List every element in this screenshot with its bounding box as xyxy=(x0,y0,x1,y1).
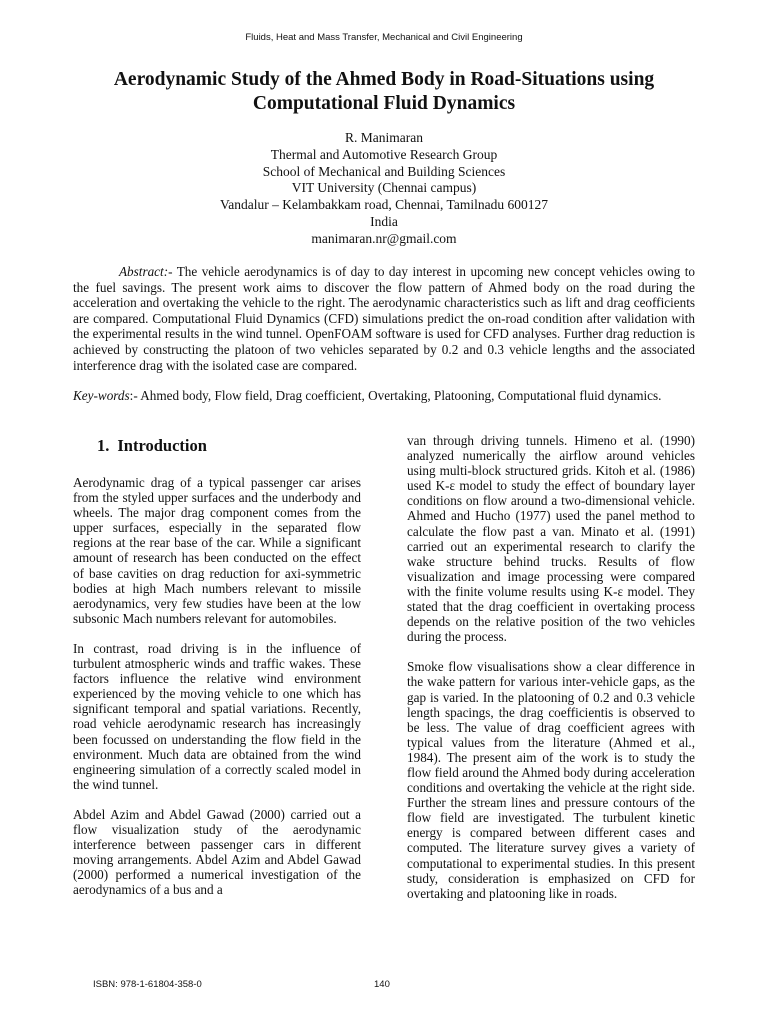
abstract-text: The vehicle aerodynamics is of day to day interest in upcoming new concept vehicles owing to the fuel savings. The present work aims to discover the flow pattern of Ahmed body on the road during the acceleration and overtaking the vehicle to the right. The aerodynamic characteristics such as lift and drag ceofficients are compared. Computational Fluid Dynamics (CFD) simulations predict the on-road condition after validation with the experimental results in the wind tunnel. OpenFOAM software is used for CFD analyses. Further drag reduction is achieved by constructing the platoon of two vehicles separated by 0.2 and 0.3 vehicle lengths and the associated interference drag with the isolated case are compared. xyxy=(73,264,695,373)
paragraph: Abdel Azim and Abdel Gawad (2000) carried out a flow visualization study of the aerodynamic interference between passenger cars in different moving arrangements. Abdel Azim and Abdel Gawad (2000) performed a numerical investigation of the aerodynamics of a bus and a xyxy=(73,806,361,898)
paragraph: Smoke flow visualisations show a clear difference in the wake pattern for various inter-vehicle gaps, as the gap is varied. In the platooning of 0.2 and 0.3 vehicle length spacings, the drag coefficientis is observed to be less. The value of drag coefficient agrees with typical values from the literature (Ahmed et al., 1984). The present aim of the work is to study the flow field around the Ahmed body during acceleration conditions and overtaking the vehicle at the right side. Further the stream lines and pressure contours of the flow field are investigated. The turbulent kinetic energy is compared between different cases and computed. The literature survey gives a variety of computational to experimental studies. In this present study, consideration is emphasized on CFD for overtaking and platooning like in roads. xyxy=(407,659,695,901)
running-header: Fluids, Heat and Mass Transfer, Mechanical and Civil Engineering xyxy=(245,32,523,43)
author-country: India xyxy=(370,213,398,229)
section-number: 1. xyxy=(97,436,110,455)
abstract-label: Abstract:- xyxy=(119,264,173,279)
author-block xyxy=(60,130,708,248)
paragraph: van through driving tunnels. Himeno et al. (1990) analyzed numerically the airflow around vehicles using multi-block structured grids. Kitoh et al. (1986) used K-ε model to study the effect of boundary layer conditions on flow around a two-dimensional vehicle. Ahmed and Hucho (1977) used the panel method to calculate the flow past a van. Minato et al. (1991) carried out an experimental research to clarify the wake structure behind trucks. Results of flow visualization and image processing were compared with the finite volume results using K-ε model. They stated that the drag coefficient in overtaking process depends on the relative position of the two vehicles during the process. xyxy=(407,433,695,645)
author-affiliation-university: VIT University (Chennai campus) xyxy=(291,180,477,196)
abstract xyxy=(73,264,695,373)
keywords-label: Key-words xyxy=(73,388,130,403)
section-heading xyxy=(97,436,361,456)
right-column xyxy=(407,433,695,916)
author-affiliation-school: School of Mechanical and Building Sciences xyxy=(262,163,506,179)
author-affiliation-group: Thermal and Automotive Research Group xyxy=(270,146,498,162)
author-address: Vandalur – Kelambakkam road, Chennai, Tamilnadu 600127 xyxy=(220,197,548,213)
footer-isbn: ISBN: 978-1-61804-358-0 xyxy=(93,979,202,990)
paper-title: Aerodynamic Study of the Ahmed Body in Road-Situations using Computational Fluid Dynamics xyxy=(113,69,655,114)
author-name: R. Manimaran xyxy=(345,130,423,145)
keywords xyxy=(73,388,695,404)
left-column xyxy=(73,436,361,912)
author-email: manimaran.nr@gmail.com xyxy=(311,230,457,246)
page-number: 140 xyxy=(374,979,390,990)
keywords-text: :- Ahmed body, Flow field, Drag coefficient, Overtaking, Platooning, Computational fluid dynamics. xyxy=(129,388,662,403)
paragraph: Aerodynamic drag of a typical passenger car arises from the styled upper surfaces and the underbody and wheels. The major drag component comes from the upper surfaces, especially in the separated flow regions at the rear base of the car. While a significant amount of research has been conducted on the effect of base cavities on drag reduction for axi-symmetric bodies at high Mach numbers relevant to missile aerodynamics, very few studies have been at the low subsonic Mach numbers relevant for automobiles. xyxy=(73,475,361,626)
section-title: Introduction xyxy=(117,436,207,455)
paragraph: In contrast, road driving is in the influence of turbulent atmospheric winds and traffic wakes. These factors influence the relative wind environment experienced by the moving vehicle to one which has significant temporal and spatial variations. Recently, road vehicle aerodynamic research has increasingly been focussed on understanding the flow field in the environment. Much data are obtained from the wind engineering simulation of a correctly scaled model in the wind tunnel. xyxy=(73,640,361,792)
